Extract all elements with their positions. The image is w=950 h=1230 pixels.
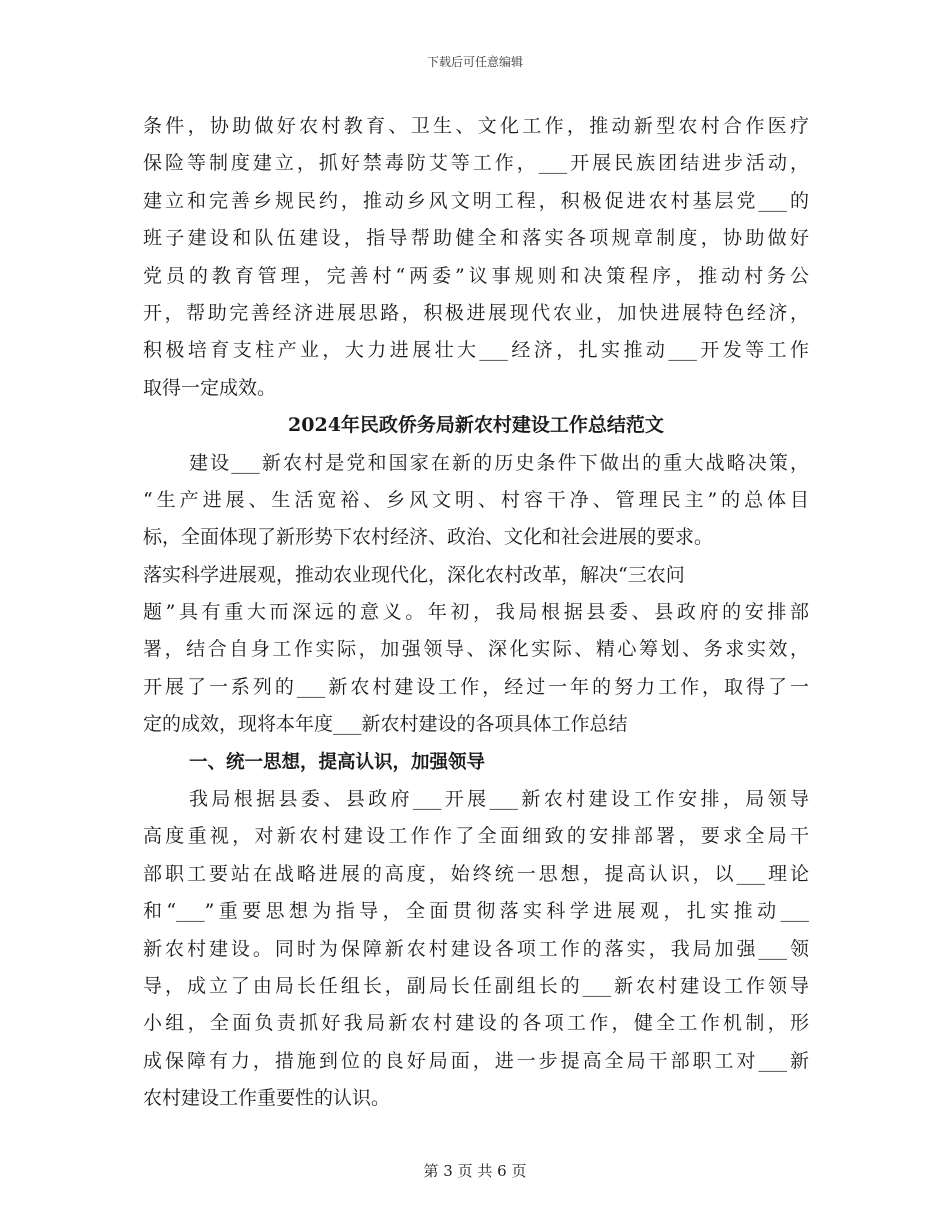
body-line: 署，结合自身工作实际，加强领导、深化实际、精心筹划、务求实效， xyxy=(143,638,809,661)
subheading: 一、统一思想，提高认识，加强领导 xyxy=(189,751,486,773)
page-number: 第 3 页 共 6 页 xyxy=(423,1162,527,1180)
body-line: 农村建设工作重要性的认识。 xyxy=(143,1087,391,1110)
body-line: 导，成立了由局长任组长，副局长任副组长的___新农村建设工作领导 xyxy=(143,974,809,997)
body-line: 条件，协助做好农村教育、卫生、文化工作，推动新型农村合作医疗 xyxy=(143,115,809,137)
body-line: 高度重视，对新农村建设工作作了全面细致的安排部署，要求全局干 xyxy=(143,825,809,848)
body-line: 积极培育支柱产业，大力进展壮大___经济，扎实推动___开发等工作 xyxy=(143,339,809,362)
body-line: 保险等制度建立，抓好禁毒防艾等工作，___开展民族团结进步活动， xyxy=(143,152,809,175)
body-line: 落实科学进展观，推动农业现代化，深化农村改革，解决“三农问 xyxy=(143,563,685,586)
document-body xyxy=(143,108,809,1118)
body-line: 定的成效，现将本年度___新农村建设的各项具体工作总结 xyxy=(143,713,628,736)
section-title: 2024年民政侨务局新农村建设工作总结范文 xyxy=(288,414,664,437)
body-line: 小组，全面负责抓好我局新农村建设的各项工作，健全工作机制，形 xyxy=(143,1012,809,1035)
body-line: 和“___”重要思想为指导，全面贯彻落实科学进展观，扎实推动___ xyxy=(143,900,809,923)
body-line: 开，帮助完善经济进展思路，积极进展现代农业，加快进展特色经济， xyxy=(143,301,809,324)
body-line: 新农村建设。同时为保障新农村建设各项工作的落实，我局加强___领 xyxy=(143,937,809,960)
body-line: 部职工要站在战略进展的高度，始终统一思想，提高认识，以___理论 xyxy=(143,862,809,885)
body-line: 建立和完善乡规民约，推动乡风文明工程，积极促进农村基层党___的 xyxy=(143,189,809,212)
paragraph-first-line: 我局根据县委、县政府___开展___新农村建设工作安排，局领导 xyxy=(189,788,809,811)
body-line: 成保障有力，措施到位的良好局面，进一步提高全局干部职工对___新 xyxy=(143,1049,809,1072)
body-line: 取得一定成效。 xyxy=(143,376,277,399)
body-line: 班子建设和队伍建设，指导帮助健全和落实各项规章制度，协助做好 xyxy=(143,227,809,250)
body-line: 开展了一系列的___新农村建设工作，经过一年的努力工作，取得了一 xyxy=(143,675,809,698)
page-header-note: 下载后可任意编辑 xyxy=(426,55,523,69)
body-line: 党员的教育管理，完善村“两委”议事规则和决策程序，推动村务公 xyxy=(143,264,809,287)
paragraph-first-line: 建设___新农村是党和国家在新的历史条件下做出的重大战略决策， xyxy=(189,451,809,474)
body-line: “生产进展、生活宽裕、乡风文明、村容干净、管理民主”的总体目 xyxy=(143,488,809,511)
body-line: 标，全面体现了新形势下农村经济、政治、文化和社会进展的要求。 xyxy=(143,526,714,549)
body-line: 题”具有重大而深远的意义。年初，我局根据县委、县政府的安排部 xyxy=(143,601,809,624)
